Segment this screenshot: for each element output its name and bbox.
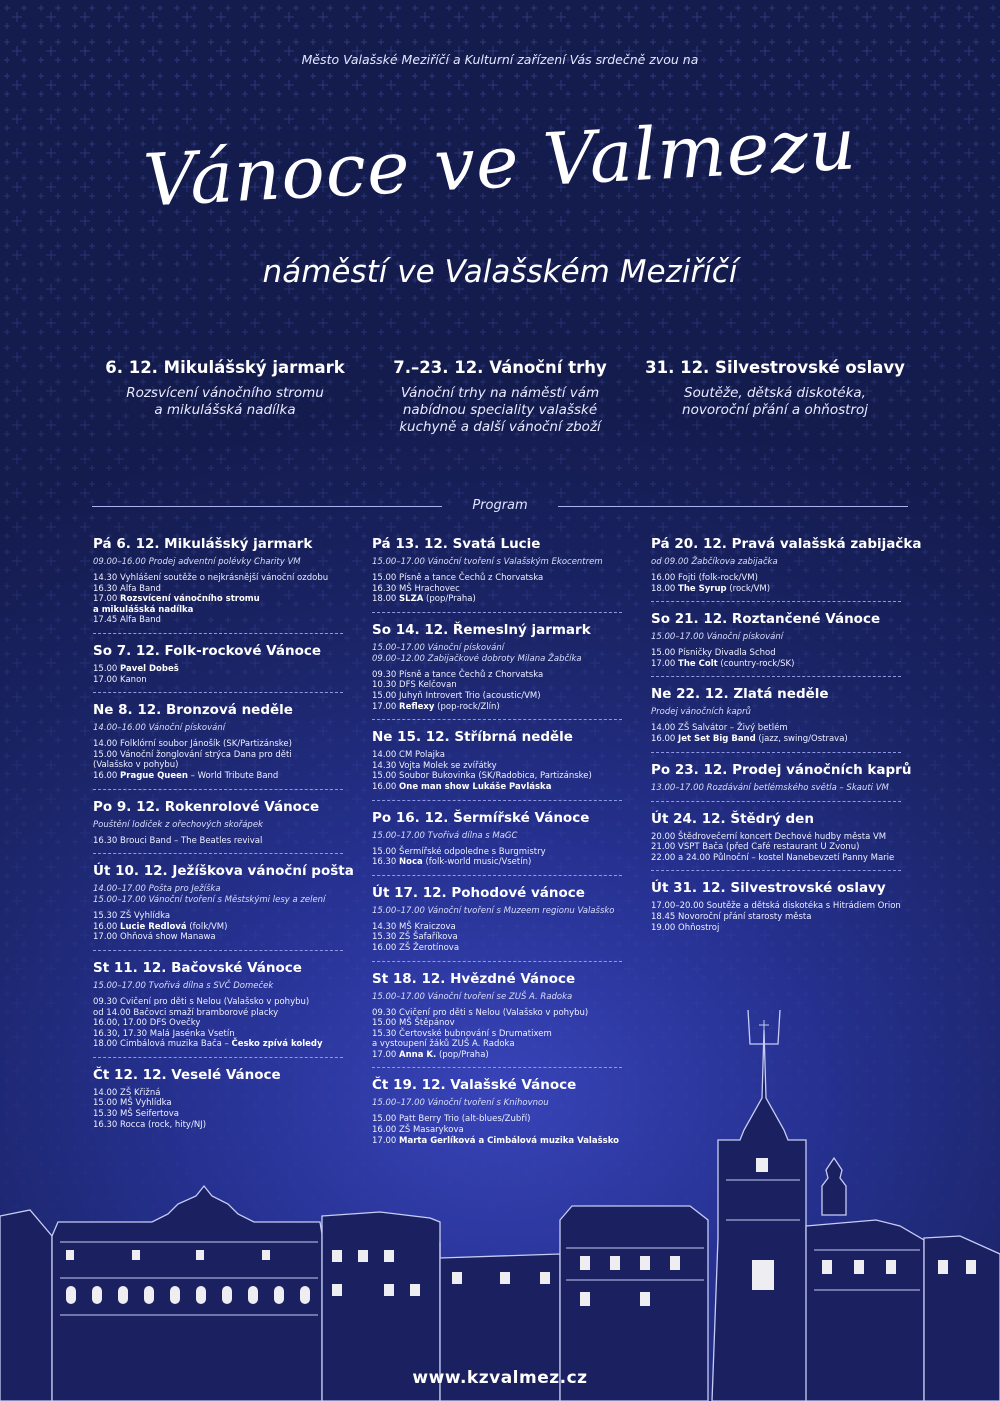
program-event [372, 594, 642, 605]
program-event [372, 670, 642, 681]
program-info: 09.00–16.00 Prodej adventní polévky Charity VM [93, 557, 301, 567]
event-time: 16.00 [651, 733, 676, 744]
event-name: Vyhlášení soutěže o nejkrásnější vánoční ozdobu [120, 573, 329, 583]
event-name: Lucie Redlová (folk/VM) [120, 921, 228, 932]
program-day-title: Pá 13. 12. Svatá Lucie [372, 536, 541, 552]
event-time: 14.30 [372, 760, 397, 771]
program-event [651, 723, 921, 734]
program-event [93, 605, 363, 616]
event-name: ZŠ Salvátor – Živý betlém [678, 723, 788, 734]
event-name: Ohňová show Manawa [120, 932, 216, 943]
program-event [651, 648, 921, 659]
event-name: (Valašsko v pohybu) [93, 760, 179, 771]
program-event [372, 702, 642, 713]
program-day [651, 611, 921, 669]
event-time: od 14.00 [93, 1007, 131, 1018]
program-event [651, 584, 921, 595]
event-name: a vystoupení žáků ZUŠ A. Radoka [372, 1039, 515, 1050]
event-time: 18.45 [651, 911, 676, 922]
event-time: 16.30 [93, 835, 118, 846]
event-time: 15.00 [372, 1114, 397, 1125]
program-event [372, 932, 642, 943]
program-event [651, 573, 921, 584]
program-separator [93, 692, 343, 694]
event-name: Štědrovečerní koncert Dechové hudby města VM [678, 831, 887, 842]
event-time: 14.30 [93, 573, 118, 583]
highlight-title: 6. 12. Mikulášský jarmark [105, 358, 345, 377]
event-time: 15.30 [372, 1028, 397, 1039]
event-time: 16.00 [372, 942, 397, 953]
program-day [372, 729, 642, 792]
program-separator [93, 853, 343, 855]
program-event [372, 750, 642, 761]
event-name: Alfa Band [120, 583, 161, 594]
event-name: Vojta Molek se zvířátky [399, 760, 497, 771]
website-url: www.kzvalmez.cz [412, 1368, 588, 1388]
program-day-title: Po 9. 12. Rokenrolové Vánoce [93, 798, 320, 815]
program-event [93, 997, 363, 1008]
event-name: Prague Queen – World Tribute Band [120, 770, 279, 781]
event-name: Fojti (folk-rock/VM) [678, 573, 758, 583]
program-separator [651, 752, 901, 754]
event-time: 14.00 [93, 739, 118, 750]
event-name: Noca (folk-world music/Vsetín) [399, 857, 532, 868]
event-name: Vánoční žonglování strýca Dana pro děti [120, 749, 292, 760]
event-time: 15.00 [93, 663, 118, 674]
event-name: MŠ Kraiczova [399, 921, 456, 932]
program-day-title: So 14. 12. Řemeslný jarmark [372, 621, 591, 638]
program-day [93, 863, 363, 943]
event-time: 17.45 [93, 615, 118, 626]
program-day-title: Út 17. 12. Pohodové vánoce [372, 884, 585, 901]
program-event [372, 943, 642, 954]
program-event [93, 911, 363, 922]
program-event [651, 842, 921, 853]
program-day [93, 536, 363, 626]
event-time: 16.30 [93, 583, 118, 594]
event-time: 16.00 [372, 1125, 397, 1136]
highlight-description: Vánoční trhy na náměstí vám nabídnou speciality valašské kuchyně a další vánoční zboží [399, 385, 601, 435]
event-name: Folklórní soubor Jánošík (SK/Partizánske) [120, 739, 292, 750]
program-separator [372, 719, 622, 721]
event-name: Čertovské bubnování s Drumatixem [399, 1028, 552, 1039]
event-time: 15.30 [93, 911, 118, 922]
event-name: The Syrup (rock/VM) [678, 583, 771, 594]
event-name: MŠ Hrachovec [399, 583, 460, 594]
event-name: Malá Jasénka Vsetín [149, 1028, 235, 1039]
program-separator [372, 875, 622, 877]
program-event [372, 761, 642, 772]
program-separator [93, 950, 343, 952]
event-name: One man show Lukáše Pavláska [399, 781, 552, 792]
highlight-3 [625, 358, 925, 419]
event-time: 09.30 [372, 1007, 397, 1018]
highlight-title: 31. 12. Silvestrovské oslavy [645, 358, 905, 377]
event-time: 16.30 [372, 857, 397, 868]
event-name: SLZA (pop/Praha) [399, 594, 476, 605]
program-event [372, 680, 642, 691]
event-time: 21.00 [651, 842, 676, 853]
program-divider-right [558, 506, 908, 507]
event-time: 17.00 [372, 1135, 397, 1146]
program-info: 14.00–17.00 Pošta pro Ježíška [93, 884, 221, 895]
highlight-1 [75, 358, 375, 419]
program-day-title: So 7. 12. Folk-rockové Vánoce [93, 642, 322, 659]
event-time: 16.00 [93, 921, 118, 932]
program-event [93, 584, 363, 595]
program-separator [372, 961, 622, 963]
poster-title: Vánoce ve Valmezu [141, 101, 859, 223]
event-time: 14.00 [372, 750, 397, 761]
program-divider-left [92, 506, 442, 507]
event-name: MŠ Vyhlídka [120, 1098, 172, 1109]
program-day [651, 762, 921, 794]
highlight-description: Soutěže, dětská diskotéka, novoroční přání a ohňostroj [682, 385, 868, 418]
program-day [372, 885, 642, 954]
program-day [651, 686, 921, 744]
program-separator [651, 601, 901, 603]
program-day-title: Út 31. 12. Silvestrovské oslavy [651, 880, 886, 897]
event-time: 17.00–20.00 [651, 901, 704, 912]
program-event [372, 584, 642, 595]
program-day-title: Čt 12. 12. Veselé Vánoce [93, 1066, 281, 1083]
event-time: 19.00 [651, 922, 676, 933]
program-day-title: Pá 6. 12. Mikulášský jarmark [93, 536, 313, 552]
event-time: 17.00 [372, 1049, 397, 1060]
program-info: 15.00–17.00 Vánoční tvoření se ZUŠ A. Radoka [372, 991, 573, 1002]
program-info: 15.00–17.00 Tvořivá dílna s SVČ Domeček [93, 980, 274, 991]
program-day-title: So 21. 12. Roztančené Vánoce [651, 611, 881, 628]
program-day [93, 643, 363, 685]
event-name: Šermířské odpoledne s Burgmistry [399, 846, 546, 857]
program-event [651, 659, 921, 670]
event-time: 17.00 [372, 701, 397, 712]
program-event [651, 923, 921, 934]
event-name: Marta Gerlíková a Cimbálová muzika Valašsko [399, 1135, 619, 1146]
event-name: Bačovci smaží bramborové placky [133, 1007, 279, 1018]
program-day-title: Út 24. 12. Štědrý den [651, 810, 814, 827]
town-skyline-illustration [0, 1007, 1000, 1401]
event-name: Soutěže a dětská diskotéka s Hitrádiem Orion [706, 901, 901, 912]
program-day-title: Ne 15. 12. Stříbrná neděle [372, 729, 573, 746]
program-event [372, 922, 642, 933]
event-name: CM Polajka [399, 750, 445, 761]
program-event [93, 932, 363, 943]
event-time: 09.30 [372, 669, 397, 680]
program-event [372, 691, 642, 702]
program-info: 15.00–17.00 Vánoční tvoření s Muzeem regionu Valašsko [372, 905, 615, 916]
program-info: 13.00–17.00 Rozdávání betlémského světla – Skauti VM [651, 782, 889, 793]
event-time: 14.00 [93, 1087, 118, 1098]
event-time: 16.00 [372, 781, 397, 792]
event-time: 16.00 [651, 573, 676, 583]
event-time: 17.00 [93, 594, 118, 605]
event-time: 10.30 [372, 680, 397, 691]
program-info: 15.00–17.00 Vánoční tvoření s Městskými lesy a zelení [93, 895, 326, 906]
event-name: ZŠ Křižná [120, 1087, 161, 1098]
event-name: VSPT Bača (před Café restaurant U Zvonu) [678, 842, 860, 853]
program-event [93, 922, 363, 933]
program-event [93, 573, 363, 584]
event-name: Kanon [120, 674, 147, 685]
event-time: 17.00 [93, 674, 118, 685]
highlight-2 [350, 358, 650, 436]
event-name: The Colt (country-rock/SK) [678, 658, 795, 669]
event-name: ZŠ Šafaříkova [399, 932, 458, 943]
program-event [651, 832, 921, 843]
program-separator [93, 789, 343, 791]
event-time: 20.00 [651, 831, 676, 842]
event-name: Jet Set Big Band (jazz, swing/Ostrava) [678, 733, 848, 744]
event-time: 16.30, 17.30 [93, 1028, 148, 1039]
program-event [651, 901, 921, 912]
event-name: MŠ Seifertova [120, 1109, 179, 1120]
event-time: 15.00 [651, 648, 676, 659]
event-time: 18.00 [372, 594, 397, 605]
event-name: Reflexy (pop-rock/Zlín) [399, 701, 500, 712]
program-info: 15.00–17.00 Vánoční tvoření s Knihovnou [372, 1098, 549, 1109]
event-name: Rozsvícení vánočního stromu [120, 594, 260, 605]
program-day-title: St 18. 12. Hvězdné Vánoce [372, 970, 576, 987]
event-name: DFS Kelčovan [399, 680, 457, 691]
program-separator [372, 612, 622, 614]
program-event [93, 615, 363, 626]
event-time: 17.00 [93, 932, 118, 943]
program-label: Program [472, 498, 528, 513]
event-name: Patt Berry Trio (alt-blues/Zubří) [399, 1114, 531, 1125]
program-day [372, 622, 642, 712]
event-name: Alfa Band [120, 615, 161, 626]
program-day-title: St 11. 12. Bačovské Vánoce [93, 959, 302, 976]
program-day [651, 880, 921, 933]
program-info: 15.00–17.00 Tvořivá dílna s MaGC [372, 830, 518, 841]
event-time: 14.00 [651, 723, 676, 734]
program-separator [372, 800, 622, 802]
event-name: Cvičení pro děti s Nelou (Valašsko v pohybu) [120, 996, 310, 1007]
event-name: Písničky Divadla Schod [678, 648, 776, 659]
program-day [651, 536, 921, 594]
program-event [372, 857, 642, 868]
program-info: 14.00–16.00 Vánoční pískování [93, 723, 226, 734]
program-day-title: Po 23. 12. Prodej vánočních kaprů [651, 761, 912, 778]
program-event [93, 760, 363, 771]
event-time: 16.30 [93, 1119, 118, 1130]
program-event [651, 912, 921, 923]
event-time: 18.00 [93, 1039, 118, 1050]
program-separator [651, 801, 901, 803]
program-event [372, 847, 642, 858]
program-event [93, 739, 363, 750]
event-name: Ohňostroj [678, 922, 720, 933]
event-name: Cimbálová muzika Bača – Česko zpívá koledy [120, 1039, 323, 1050]
event-name: Písně a tance Čechů z Chorvatska [399, 573, 544, 583]
event-name: Juhyň Introvert Trio (acoustic/VM) [399, 690, 541, 701]
event-time: 16.00 [93, 770, 118, 781]
program-event [93, 664, 363, 675]
highlight-title: 7.–23. 12. Vánoční trhy [393, 358, 607, 377]
event-name: Anna K. (pop/Praha) [399, 1049, 489, 1060]
program-event [93, 675, 363, 686]
event-time: 15.00 [372, 846, 397, 857]
event-time: 09.30 [93, 996, 118, 1007]
event-time: 17.00 [651, 658, 676, 669]
program-info: 15.00–17.00 Vánoční pískování [372, 642, 505, 653]
event-name: Novoroční přání starosty města [678, 911, 812, 922]
church-tower [712, 1030, 812, 1401]
program-info: 09.00–12.00 Zabijačkové dobroty Milana Žabčíka [372, 653, 582, 664]
event-name: DFS Ovečky [149, 1018, 201, 1029]
program-info: Pouštění lodiček z ořechových skořápek [93, 819, 263, 830]
event-name: MŠ Štěpánov [399, 1018, 455, 1029]
intro-text: Město Valašské Meziříčí a Kulturní zařízení Vás srdečně zvou na [301, 52, 699, 67]
program-info: Prodej vánočních kaprů [651, 707, 751, 718]
program-day [651, 811, 921, 864]
program-day-title: Ne 8. 12. Bronzová neděle [93, 702, 293, 719]
event-name: Půlnoční – kostel Nanebevzetí Panny Marie [712, 852, 895, 863]
program-info: 15.00–17.00 Vánoční pískování [651, 632, 784, 643]
program-day-title: Út 10. 12. Ježíškova vánoční pošta [93, 863, 354, 880]
program-event [372, 573, 642, 584]
program-day [372, 536, 642, 605]
event-name: Rocca (rock, hity/NJ) [120, 1119, 207, 1130]
poster-subtitle: náměstí ve Valašském Meziříčí [262, 254, 738, 290]
event-time: 15.00 [93, 749, 118, 760]
event-time: 15.30 [372, 932, 397, 943]
event-name: ZŠ Žerotínova [399, 942, 460, 953]
onion-dome-tower [822, 1158, 846, 1215]
event-time: 15.00 [372, 690, 397, 701]
event-time: 15.30 [93, 1109, 118, 1120]
program-event [372, 782, 642, 793]
program-event [651, 734, 921, 745]
event-name: a mikulášská nadílka [93, 604, 194, 615]
event-time: 16.00, 17.00 [93, 1018, 148, 1029]
program-event [93, 836, 363, 847]
event-time: 15.00 [93, 1098, 118, 1109]
program-day-title: Pá 20. 12. Pravá valašská zabijačka [651, 536, 922, 552]
event-time: 18.00 [651, 583, 676, 594]
program-separator [93, 633, 343, 635]
event-time: 15.00 [372, 771, 397, 782]
event-time: 16.30 [372, 583, 397, 594]
program-event [93, 594, 363, 605]
program-day [93, 799, 363, 847]
program-event [93, 750, 363, 761]
event-name: Brouci Band – The Beatles revival [120, 835, 263, 846]
event-time: 22.00 a 24.00 [651, 852, 711, 863]
event-name: Cvičení pro děti s Nelou (Valašsko v pohybu) [399, 1007, 589, 1018]
event-time: 14.30 [372, 921, 397, 932]
program-separator [651, 676, 901, 678]
event-name: Soubor Bukovinka (SK/Radobica, Partizánske) [399, 771, 592, 782]
event-name: ZŠ Vyhlídka [120, 911, 171, 922]
event-name: Pavel Dobeš [120, 663, 179, 674]
program-column-3 [651, 536, 921, 939]
program-day-title: Čt 19. 12. Valašské Vánoce [372, 1077, 577, 1094]
highlight-description: Rozsvícení vánočního stromu a mikulášská nadílka [126, 385, 324, 418]
event-time: 15.00 [372, 1018, 397, 1029]
event-time: 15.00 [372, 573, 397, 583]
program-info: od 09.00 Žabčíkova zabijačka [651, 557, 778, 567]
event-name: Písně a tance Čechů z Chorvatska [399, 669, 544, 680]
program-event [93, 771, 363, 782]
program-day [93, 702, 363, 781]
program-info: 15.00–17.00 Vánoční tvoření s Valašským Ekocentrem [372, 557, 603, 567]
event-name: ZŠ Masarykova [399, 1125, 464, 1136]
program-event [372, 771, 642, 782]
program-day-title: Ne 22. 12. Zlatá neděle [651, 686, 829, 703]
program-separator [651, 870, 901, 872]
program-event [651, 853, 921, 864]
program-day-title: Po 16. 12. Šermířské Vánoce [372, 809, 590, 826]
program-day [372, 810, 642, 868]
